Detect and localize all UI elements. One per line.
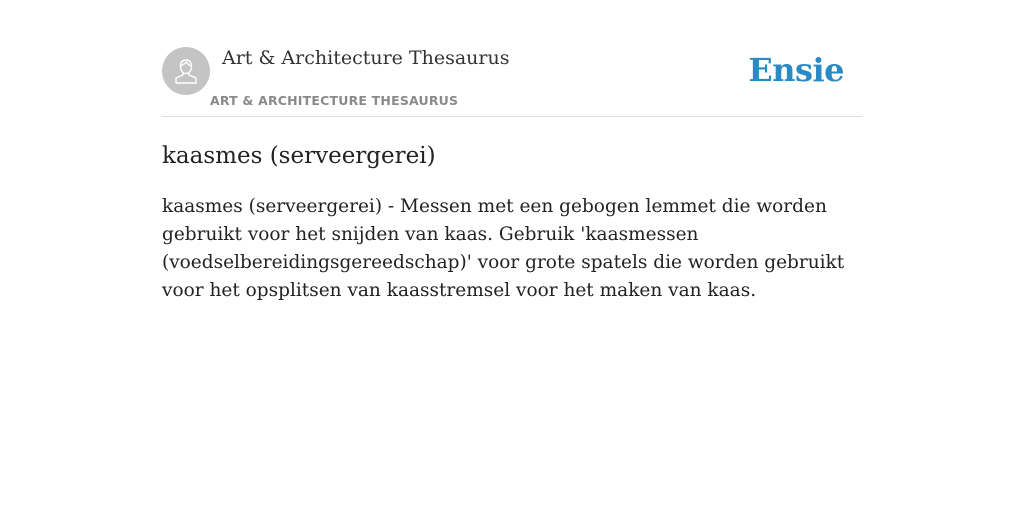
source-subtitle: ART & ARCHITECTURE THESAURUS (210, 93, 459, 108)
user-icon (171, 56, 201, 86)
entry-title: kaasmes (serveergerei) (162, 143, 436, 169)
source-header (162, 0, 862, 117)
avatar[interactable] (162, 47, 210, 95)
source-title-link[interactable]: Art & Architecture Thesaurus (222, 47, 510, 69)
entry-definition: kaasmes (serveergerei) - Messen met een gebogen lemmet die worden gebruikt voor het snijden van kaas. Gebruik 'kaasmessen (voedselbereidingsgereedschap)' voor grote spatels die worden gebruikt voor het opsplitsen van kaasstremsel voor het maken van kaas. (162, 196, 845, 301)
ensie-logo[interactable]: Ensie (748, 51, 844, 89)
page-container (162, 0, 862, 305)
